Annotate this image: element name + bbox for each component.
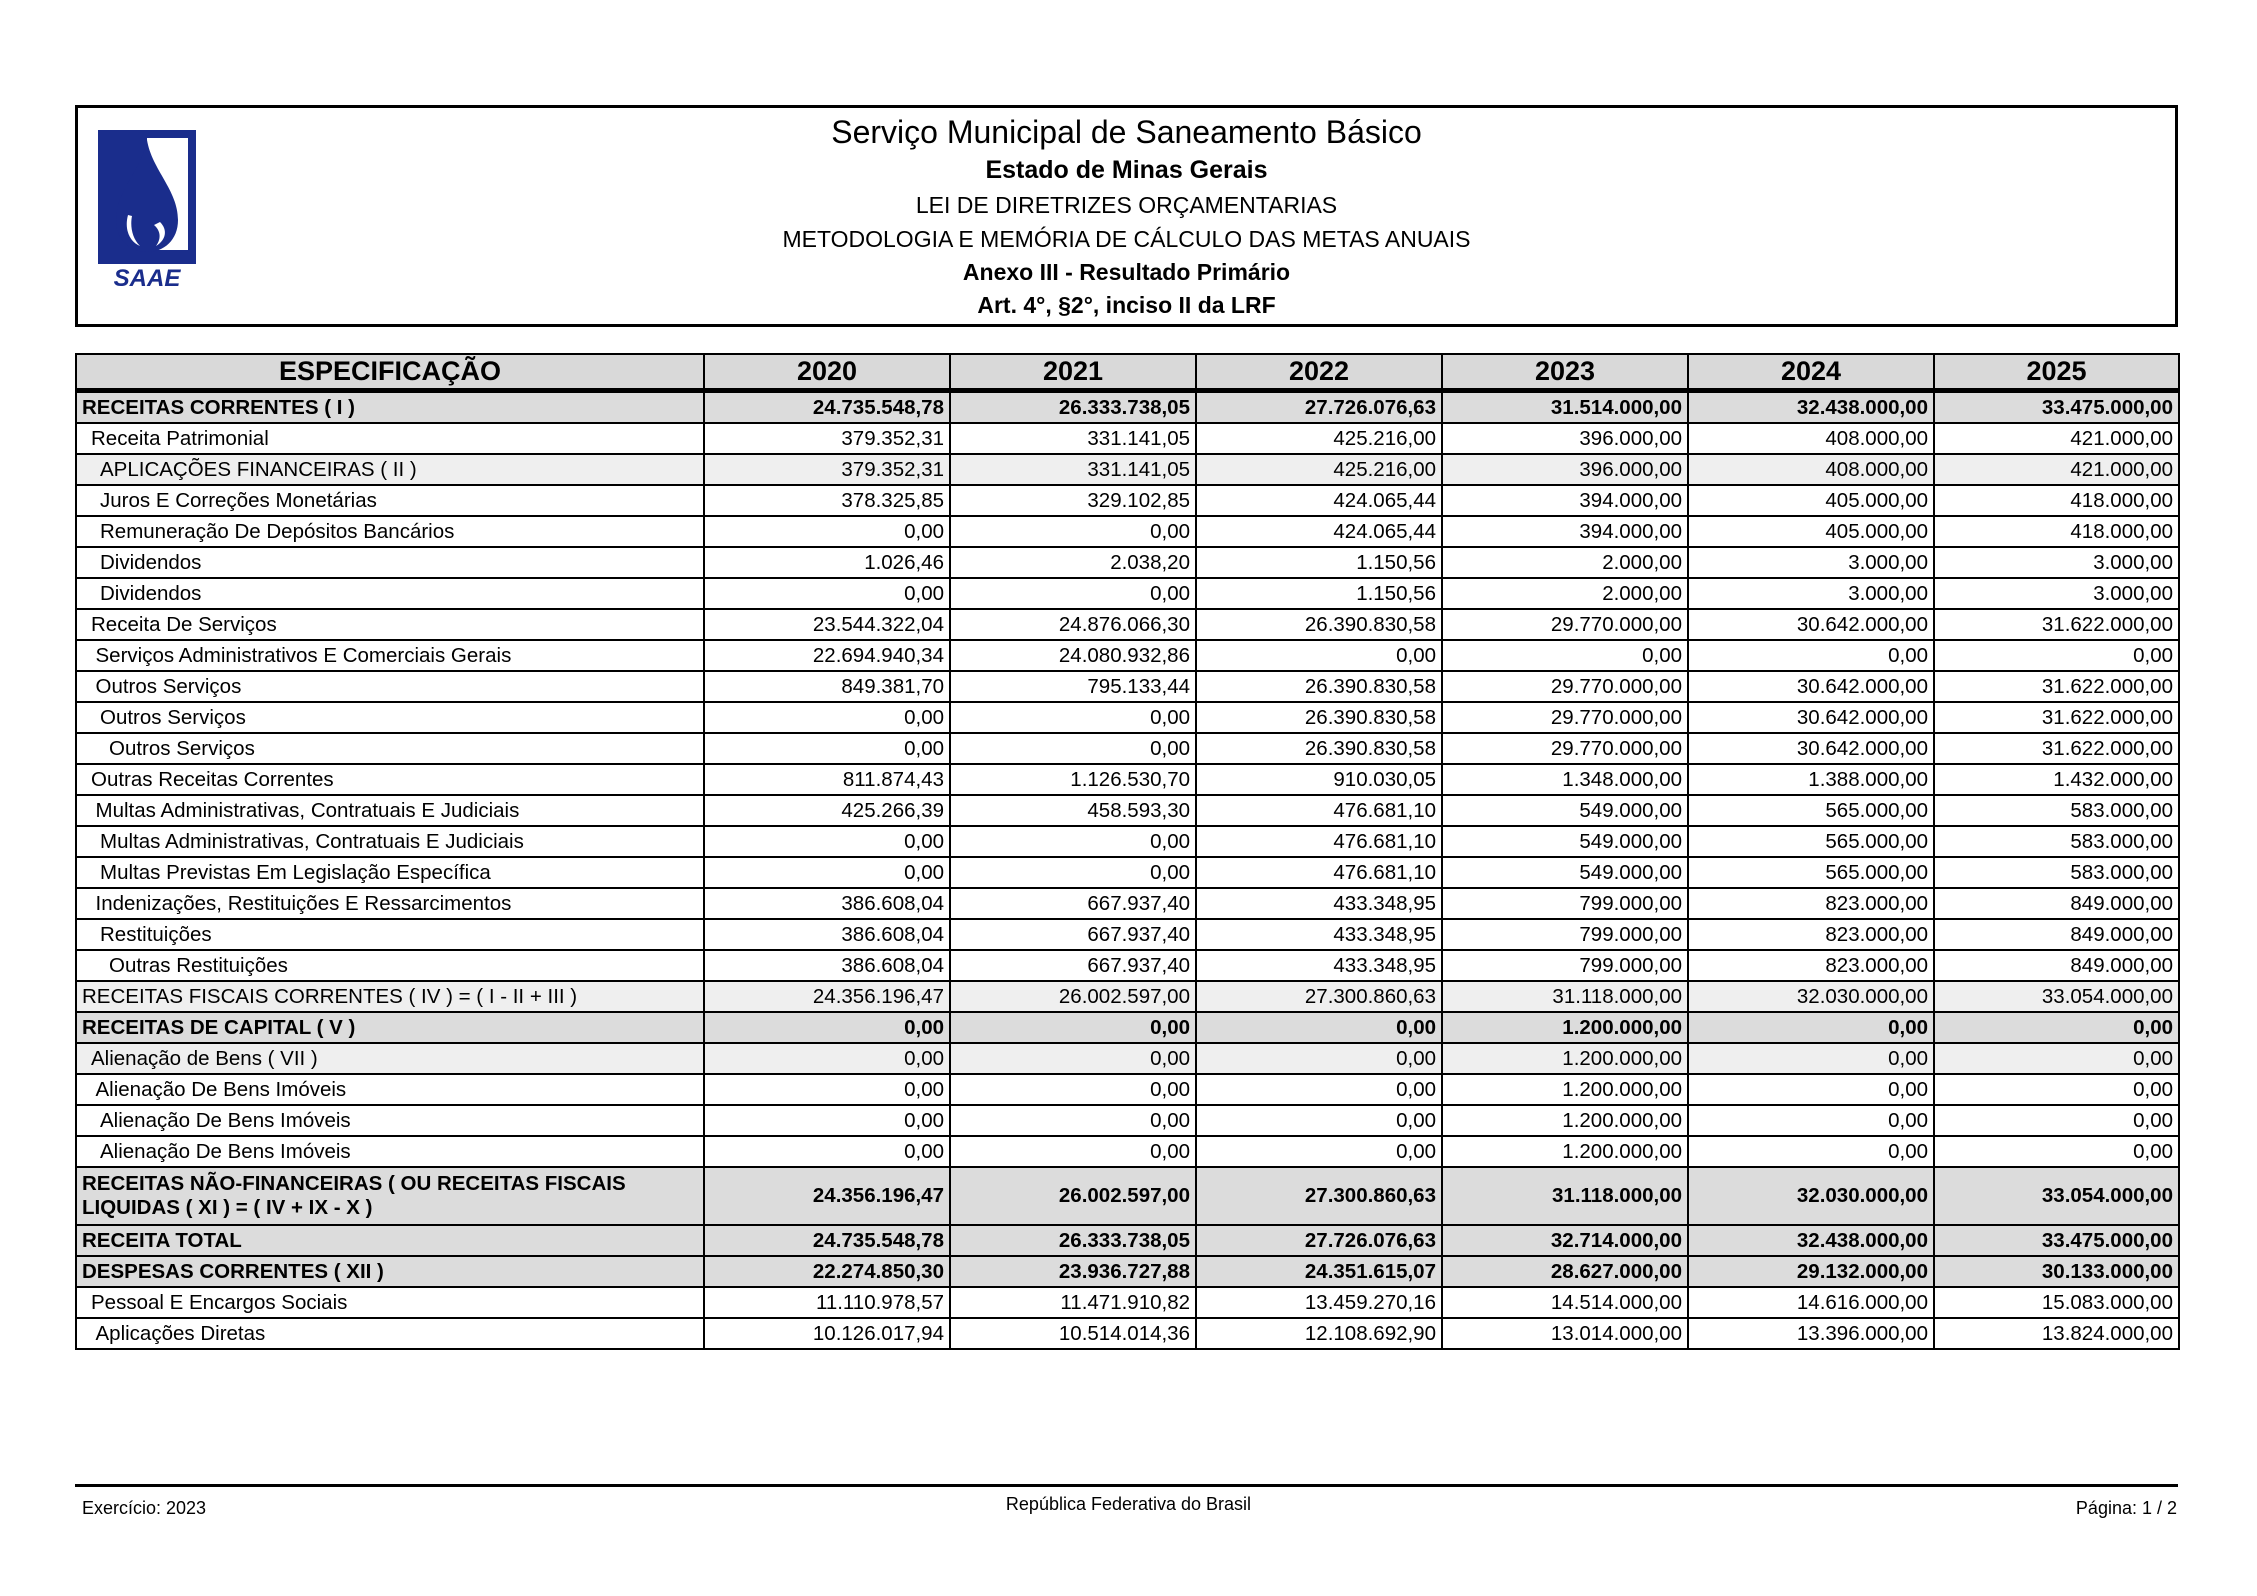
value-cell-2022: 0,00 [1196, 1136, 1442, 1167]
row-label: Dividendos [76, 547, 704, 578]
value-cell-2021: 23.936.727,88 [950, 1256, 1196, 1287]
value-cell-2020: 386.608,04 [704, 950, 950, 981]
value-cell-2024: 823.000,00 [1688, 888, 1934, 919]
value-cell-2021: 26.333.738,05 [950, 1225, 1196, 1256]
value-cell-2020: 24.356.196,47 [704, 1167, 950, 1225]
value-cell-2021: 26.002.597,00 [950, 1167, 1196, 1225]
table-row [76, 888, 2179, 919]
value-cell-2022: 476.681,10 [1196, 857, 1442, 888]
row-label: Receita Patrimonial [76, 423, 704, 454]
value-cell-2024: 0,00 [1688, 640, 1934, 671]
value-cell-2020: 378.325,85 [704, 485, 950, 516]
value-cell-2024: 823.000,00 [1688, 919, 1934, 950]
value-cell-2021: 795.133,44 [950, 671, 1196, 702]
value-cell-2022: 26.390.830,58 [1196, 702, 1442, 733]
value-cell-2021: 329.102,85 [950, 485, 1196, 516]
value-cell-2024: 14.616.000,00 [1688, 1287, 1934, 1318]
value-cell-2022: 476.681,10 [1196, 826, 1442, 857]
value-cell-2025: 421.000,00 [1934, 454, 2179, 485]
value-cell-2022: 425.216,00 [1196, 423, 1442, 454]
value-cell-2021: 0,00 [950, 578, 1196, 609]
value-cell-2020: 379.352,31 [704, 423, 950, 454]
value-cell-2022: 27.300.860,63 [1196, 981, 1442, 1012]
value-cell-2023: 1.200.000,00 [1442, 1074, 1688, 1105]
table-row [76, 1074, 2179, 1105]
row-label: DESPESAS CORRENTES ( XII ) [76, 1256, 704, 1287]
row-label: Outros Serviços [76, 671, 704, 702]
column-header-2024: 2024 [1688, 354, 1934, 391]
value-cell-2022: 910.030,05 [1196, 764, 1442, 795]
value-cell-2025: 0,00 [1934, 1074, 2179, 1105]
value-cell-2023: 14.514.000,00 [1442, 1287, 1688, 1318]
value-cell-2023: 549.000,00 [1442, 857, 1688, 888]
value-cell-2025: 849.000,00 [1934, 888, 2179, 919]
value-cell-2021: 0,00 [950, 702, 1196, 733]
value-cell-2020: 24.735.548,78 [704, 1225, 950, 1256]
value-cell-2025: 0,00 [1934, 1012, 2179, 1043]
value-cell-2023: 28.627.000,00 [1442, 1256, 1688, 1287]
value-cell-2024: 32.438.000,00 [1688, 391, 1934, 424]
value-cell-2020: 386.608,04 [704, 888, 950, 919]
value-cell-2023: 31.118.000,00 [1442, 1167, 1688, 1225]
value-cell-2025: 0,00 [1934, 1105, 2179, 1136]
value-cell-2022: 476.681,10 [1196, 795, 1442, 826]
value-cell-2024: 823.000,00 [1688, 950, 1934, 981]
table-row [76, 1256, 2179, 1287]
value-cell-2022: 424.065,44 [1196, 485, 1442, 516]
value-cell-2021: 0,00 [950, 1105, 1196, 1136]
value-cell-2023: 2.000,00 [1442, 547, 1688, 578]
table-row [76, 391, 2179, 424]
table-row [76, 1225, 2179, 1256]
row-label: Pessoal E Encargos Sociais [76, 1287, 704, 1318]
value-cell-2025: 849.000,00 [1934, 950, 2179, 981]
value-cell-2021: 24.876.066,30 [950, 609, 1196, 640]
value-cell-2021: 0,00 [950, 826, 1196, 857]
row-label: APLICAÇÕES FINANCEIRAS ( II ) [76, 454, 704, 485]
value-cell-2023: 32.714.000,00 [1442, 1225, 1688, 1256]
value-cell-2025: 33.475.000,00 [1934, 1225, 2179, 1256]
table-row [76, 1287, 2179, 1318]
row-label: RECEITA TOTAL [76, 1225, 704, 1256]
value-cell-2021: 331.141,05 [950, 423, 1196, 454]
value-cell-2025: 30.133.000,00 [1934, 1256, 2179, 1287]
value-cell-2025: 0,00 [1934, 1043, 2179, 1074]
row-label: Multas Administrativas, Contratuais E Judiciais [76, 826, 704, 857]
value-cell-2021: 0,00 [950, 1074, 1196, 1105]
row-label: Juros E Correções Monetárias [76, 485, 704, 516]
value-cell-2023: 549.000,00 [1442, 795, 1688, 826]
value-cell-2025: 31.622.000,00 [1934, 702, 2179, 733]
row-label: Restituições [76, 919, 704, 950]
value-cell-2020: 24.735.548,78 [704, 391, 950, 424]
value-cell-2025: 0,00 [1934, 640, 2179, 671]
value-cell-2022: 13.459.270,16 [1196, 1287, 1442, 1318]
row-label: Dividendos [76, 578, 704, 609]
value-cell-2023: 29.770.000,00 [1442, 609, 1688, 640]
value-cell-2022: 27.300.860,63 [1196, 1167, 1442, 1225]
value-cell-2021: 458.593,30 [950, 795, 1196, 826]
value-cell-2020: 22.274.850,30 [704, 1256, 950, 1287]
row-label: Serviços Administrativos E Comerciais Gerais [76, 640, 704, 671]
value-cell-2024: 30.642.000,00 [1688, 609, 1934, 640]
value-cell-2023: 1.200.000,00 [1442, 1105, 1688, 1136]
value-cell-2024: 405.000,00 [1688, 516, 1934, 547]
footer-country: República Federativa do Brasil [1005, 1494, 1252, 1514]
value-cell-2024: 408.000,00 [1688, 454, 1934, 485]
value-cell-2023: 394.000,00 [1442, 516, 1688, 547]
value-cell-2024: 0,00 [1688, 1136, 1934, 1167]
value-cell-2023: 29.770.000,00 [1442, 702, 1688, 733]
table-row [76, 1318, 2179, 1349]
row-label: Outros Serviços [76, 702, 704, 733]
table-row [76, 919, 2179, 950]
column-header-2021: 2021 [950, 354, 1196, 391]
value-cell-2022: 26.390.830,58 [1196, 609, 1442, 640]
value-cell-2020: 0,00 [704, 1136, 950, 1167]
value-cell-2025: 3.000,00 [1934, 547, 2179, 578]
value-cell-2025: 583.000,00 [1934, 795, 2179, 826]
article-reference: Art. 4°, §2°, inciso II da LRF [977, 292, 1276, 318]
value-cell-2025: 15.083.000,00 [1934, 1287, 2179, 1318]
value-cell-2024: 30.642.000,00 [1688, 733, 1934, 764]
value-cell-2022: 433.348,95 [1196, 950, 1442, 981]
value-cell-2021: 2.038,20 [950, 547, 1196, 578]
row-label: Alienação de Bens ( VII ) [76, 1043, 704, 1074]
value-cell-2023: 31.514.000,00 [1442, 391, 1688, 424]
column-header-2020: 2020 [704, 354, 950, 391]
value-cell-2025: 849.000,00 [1934, 919, 2179, 950]
table-row [76, 640, 2179, 671]
value-cell-2021: 26.333.738,05 [950, 391, 1196, 424]
value-cell-2020: 0,00 [704, 1043, 950, 1074]
row-label: RECEITAS CORRENTES ( I ) [76, 391, 704, 424]
value-cell-2024: 29.132.000,00 [1688, 1256, 1934, 1287]
table-row [76, 609, 2179, 640]
state-name: Estado de Minas Gerais [985, 156, 1268, 184]
value-cell-2023: 799.000,00 [1442, 888, 1688, 919]
value-cell-2025: 0,00 [1934, 1136, 2179, 1167]
value-cell-2020: 386.608,04 [704, 919, 950, 950]
methodology-title: METODOLOGIA E MEMÓRIA DE CÁLCULO DAS METAS ANUAIS [782, 226, 1471, 252]
value-cell-2022: 26.390.830,58 [1196, 733, 1442, 764]
value-cell-2024: 0,00 [1688, 1074, 1934, 1105]
value-cell-2022: 1.150,56 [1196, 547, 1442, 578]
column-header-2025: 2025 [1934, 354, 2179, 391]
value-cell-2021: 10.514.014,36 [950, 1318, 1196, 1349]
row-label: Remuneração De Depósitos Bancários [76, 516, 704, 547]
value-cell-2024: 30.642.000,00 [1688, 702, 1934, 733]
value-cell-2022: 27.726.076,63 [1196, 1225, 1442, 1256]
value-cell-2020: 849.381,70 [704, 671, 950, 702]
value-cell-2023: 0,00 [1442, 640, 1688, 671]
value-cell-2024: 405.000,00 [1688, 485, 1934, 516]
annex-title: Anexo III - Resultado Primário [962, 259, 1291, 285]
table-row [76, 454, 2179, 485]
value-cell-2020: 0,00 [704, 733, 950, 764]
value-cell-2020: 0,00 [704, 1012, 950, 1043]
value-cell-2024: 32.030.000,00 [1688, 981, 1934, 1012]
value-cell-2025: 3.000,00 [1934, 578, 2179, 609]
value-cell-2024: 565.000,00 [1688, 826, 1934, 857]
table-row [76, 671, 2179, 702]
value-cell-2023: 396.000,00 [1442, 454, 1688, 485]
table-row [76, 578, 2179, 609]
value-cell-2025: 1.432.000,00 [1934, 764, 2179, 795]
value-cell-2023: 396.000,00 [1442, 423, 1688, 454]
footer-divider [75, 1484, 2178, 1487]
value-cell-2024: 565.000,00 [1688, 795, 1934, 826]
row-label: Multas Previstas Em Legislação Específica [76, 857, 704, 888]
value-cell-2024: 1.388.000,00 [1688, 764, 1934, 795]
value-cell-2025: 418.000,00 [1934, 485, 2179, 516]
value-cell-2020: 0,00 [704, 516, 950, 547]
footer-exercise: Exercício: 2023 [82, 1498, 207, 1518]
row-label: Alienação De Bens Imóveis [76, 1136, 704, 1167]
table-row [76, 1136, 2179, 1167]
column-header-2022: 2022 [1196, 354, 1442, 391]
table-header-row [76, 354, 2179, 391]
value-cell-2021: 0,00 [950, 733, 1196, 764]
row-label: Receita De Serviços [76, 609, 704, 640]
svg-text:SAAE: SAAE [113, 265, 181, 292]
table-row [76, 1167, 2179, 1225]
row-label: Outras Receitas Correntes [76, 764, 704, 795]
value-cell-2021: 11.471.910,82 [950, 1287, 1196, 1318]
value-cell-2021: 667.937,40 [950, 919, 1196, 950]
value-cell-2020: 11.110.978,57 [704, 1287, 950, 1318]
value-cell-2022: 24.351.615,07 [1196, 1256, 1442, 1287]
value-cell-2023: 1.348.000,00 [1442, 764, 1688, 795]
value-cell-2020: 379.352,31 [704, 454, 950, 485]
footer-page-number: Página: 1 / 2 [2075, 1498, 2177, 1518]
value-cell-2020: 425.266,39 [704, 795, 950, 826]
value-cell-2020: 22.694.940,34 [704, 640, 950, 671]
column-header-specification: ESPECIFICAÇÃO [76, 354, 704, 391]
value-cell-2020: 0,00 [704, 1074, 950, 1105]
value-cell-2024: 3.000,00 [1688, 547, 1934, 578]
value-cell-2025: 583.000,00 [1934, 826, 2179, 857]
value-cell-2021: 667.937,40 [950, 888, 1196, 919]
value-cell-2020: 0,00 [704, 1105, 950, 1136]
value-cell-2021: 24.080.932,86 [950, 640, 1196, 671]
row-label: RECEITAS NÃO-FINANCEIRAS ( OU RECEITAS FISCAIS LIQUIDAS ( XI ) = ( IV + IX - X ) [76, 1167, 704, 1225]
value-cell-2023: 2.000,00 [1442, 578, 1688, 609]
value-cell-2020: 1.026,46 [704, 547, 950, 578]
value-cell-2023: 29.770.000,00 [1442, 671, 1688, 702]
value-cell-2024: 0,00 [1688, 1105, 1934, 1136]
value-cell-2024: 0,00 [1688, 1043, 1934, 1074]
organization-title: Serviço Municipal de Saneamento Básico [831, 114, 1422, 150]
report-header [75, 105, 2178, 327]
value-cell-2025: 31.622.000,00 [1934, 671, 2179, 702]
value-cell-2024: 30.642.000,00 [1688, 671, 1934, 702]
value-cell-2025: 33.475.000,00 [1934, 391, 2179, 424]
value-cell-2023: 1.200.000,00 [1442, 1012, 1688, 1043]
value-cell-2023: 31.118.000,00 [1442, 981, 1688, 1012]
value-cell-2022: 0,00 [1196, 1074, 1442, 1105]
value-cell-2022: 27.726.076,63 [1196, 391, 1442, 424]
table-row [76, 1043, 2179, 1074]
table-row [76, 1012, 2179, 1043]
value-cell-2020: 0,00 [704, 857, 950, 888]
value-cell-2024: 3.000,00 [1688, 578, 1934, 609]
value-cell-2021: 667.937,40 [950, 950, 1196, 981]
value-cell-2020: 23.544.322,04 [704, 609, 950, 640]
value-cell-2025: 421.000,00 [1934, 423, 2179, 454]
value-cell-2024: 32.438.000,00 [1688, 1225, 1934, 1256]
row-label: Alienação De Bens Imóveis [76, 1105, 704, 1136]
table-row [76, 826, 2179, 857]
value-cell-2025: 33.054.000,00 [1934, 981, 2179, 1012]
value-cell-2023: 799.000,00 [1442, 950, 1688, 981]
table-row [76, 516, 2179, 547]
value-cell-2025: 31.622.000,00 [1934, 733, 2179, 764]
row-label: Multas Administrativas, Contratuais E Judiciais [76, 795, 704, 826]
value-cell-2023: 394.000,00 [1442, 485, 1688, 516]
value-cell-2024: 565.000,00 [1688, 857, 1934, 888]
value-cell-2020: 0,00 [704, 702, 950, 733]
value-cell-2021: 331.141,05 [950, 454, 1196, 485]
value-cell-2020: 10.126.017,94 [704, 1318, 950, 1349]
value-cell-2022: 0,00 [1196, 1012, 1442, 1043]
row-label: Outros Serviços [76, 733, 704, 764]
value-cell-2024: 13.396.000,00 [1688, 1318, 1934, 1349]
value-cell-2023: 1.200.000,00 [1442, 1043, 1688, 1074]
value-cell-2021: 26.002.597,00 [950, 981, 1196, 1012]
value-cell-2021: 0,00 [950, 1136, 1196, 1167]
value-cell-2020: 24.356.196,47 [704, 981, 950, 1012]
value-cell-2022: 1.150,56 [1196, 578, 1442, 609]
primary-result-table [75, 353, 2180, 1350]
row-label: Indenizações, Restituições E Ressarcimentos [76, 888, 704, 919]
value-cell-2021: 0,00 [950, 1012, 1196, 1043]
table-row [76, 981, 2179, 1012]
table-row [76, 547, 2179, 578]
table-row [76, 795, 2179, 826]
table-row [76, 950, 2179, 981]
row-label: RECEITAS FISCAIS CORRENTES ( IV ) = ( I - II + III ) [76, 981, 704, 1012]
value-cell-2023: 549.000,00 [1442, 826, 1688, 857]
value-cell-2021: 0,00 [950, 857, 1196, 888]
row-label: Aplicações Diretas [76, 1318, 704, 1349]
value-cell-2022: 425.216,00 [1196, 454, 1442, 485]
row-label: Alienação De Bens Imóveis [76, 1074, 704, 1105]
value-cell-2022: 433.348,95 [1196, 888, 1442, 919]
row-label: RECEITAS DE CAPITAL ( V ) [76, 1012, 704, 1043]
value-cell-2020: 0,00 [704, 826, 950, 857]
value-cell-2024: 408.000,00 [1688, 423, 1934, 454]
value-cell-2024: 0,00 [1688, 1012, 1934, 1043]
value-cell-2023: 799.000,00 [1442, 919, 1688, 950]
value-cell-2024: 32.030.000,00 [1688, 1167, 1934, 1225]
table-row [76, 423, 2179, 454]
value-cell-2025: 583.000,00 [1934, 857, 2179, 888]
table-row [76, 1105, 2179, 1136]
value-cell-2023: 1.200.000,00 [1442, 1136, 1688, 1167]
table-row [76, 733, 2179, 764]
value-cell-2025: 33.054.000,00 [1934, 1167, 2179, 1225]
value-cell-2025: 13.824.000,00 [1934, 1318, 2179, 1349]
value-cell-2023: 29.770.000,00 [1442, 733, 1688, 764]
table-row [76, 702, 2179, 733]
value-cell-2022: 12.108.692,90 [1196, 1318, 1442, 1349]
table-body [76, 391, 2179, 1350]
table-row [76, 485, 2179, 516]
value-cell-2022: 424.065,44 [1196, 516, 1442, 547]
column-header-2023: 2023 [1442, 354, 1688, 391]
value-cell-2021: 1.126.530,70 [950, 764, 1196, 795]
value-cell-2023: 13.014.000,00 [1442, 1318, 1688, 1349]
table-row [76, 857, 2179, 888]
value-cell-2025: 31.622.000,00 [1934, 609, 2179, 640]
value-cell-2020: 0,00 [704, 578, 950, 609]
value-cell-2022: 433.348,95 [1196, 919, 1442, 950]
value-cell-2021: 0,00 [950, 1043, 1196, 1074]
value-cell-2022: 0,00 [1196, 640, 1442, 671]
value-cell-2022: 0,00 [1196, 1105, 1442, 1136]
value-cell-2022: 26.390.830,58 [1196, 671, 1442, 702]
law-title: LEI DE DIRETRIZES ORÇAMENTARIAS [915, 192, 1338, 218]
row-label: Outras Restituições [76, 950, 704, 981]
table-row [76, 764, 2179, 795]
value-cell-2022: 0,00 [1196, 1043, 1442, 1074]
value-cell-2021: 0,00 [950, 516, 1196, 547]
value-cell-2025: 418.000,00 [1934, 516, 2179, 547]
value-cell-2020: 811.874,43 [704, 764, 950, 795]
